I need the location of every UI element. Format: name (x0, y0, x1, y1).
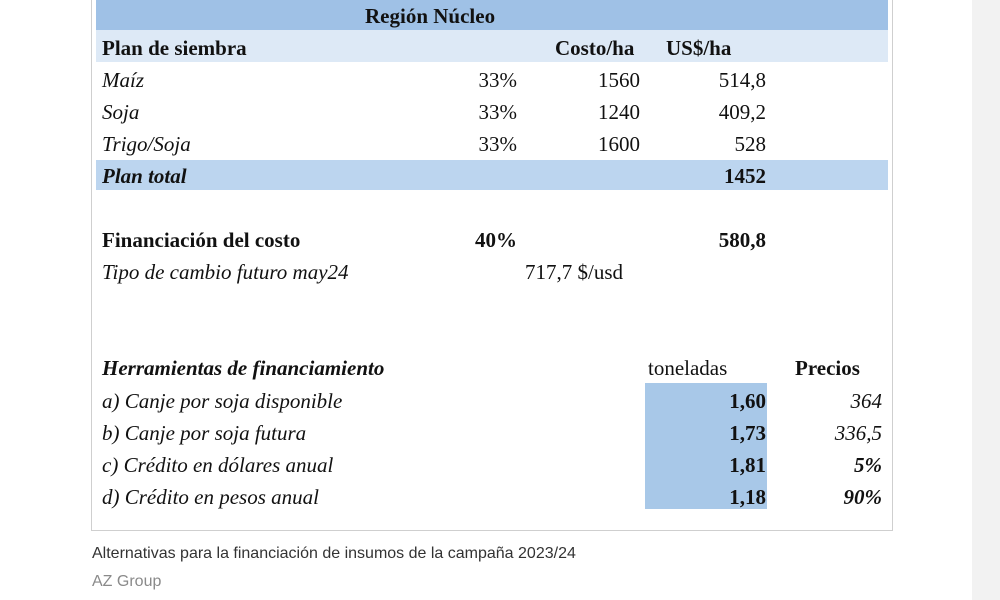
crop-cost: 1560 (598, 68, 640, 92)
tool-label: d) Crédito en pesos anual (102, 485, 319, 509)
crop-name: Trigo/Soja (102, 132, 191, 156)
crop-name: Soja (102, 100, 140, 124)
cost-header: Costo/ha (555, 36, 635, 60)
financing-value: 580,8 (718, 228, 766, 252)
region-title: Región Núcleo (365, 4, 496, 28)
crop-usd: 409,2 (718, 100, 766, 124)
tool-tons: 1,18 (729, 485, 766, 509)
tool-price: 336,5 (834, 421, 882, 445)
tons-header: toneladas (648, 356, 728, 380)
plan-total-label: Plan total (102, 164, 187, 188)
image-caption: Alternativas para la financiación de insumos de la campaña 2023/24 (92, 545, 576, 562)
plan-header: Plan de siembra (102, 36, 247, 60)
tool-label: b) Canje por soja futura (102, 421, 307, 445)
crop-cost: 1600 (598, 132, 640, 156)
tool-price: 90% (843, 485, 882, 509)
crop-usd: 528 (734, 132, 766, 156)
page-margin-left (0, 0, 28, 600)
exchange-rate-label: Tipo de cambio futuro may24 (102, 260, 349, 284)
usd-header: US$/ha (666, 36, 732, 60)
crop-share: 33% (478, 100, 517, 124)
tool-price: 364 (850, 389, 882, 413)
tool-tons: 1,73 (729, 421, 766, 445)
tools-title: Herramientas de financiamiento (102, 356, 385, 380)
financing-share: 40% (475, 228, 517, 252)
tool-price: 5% (854, 453, 882, 477)
crop-name: Maíz (102, 68, 144, 92)
prices-header: Precios (795, 356, 860, 380)
plan-total-value: 1452 (724, 164, 766, 188)
financing-table-image (91, 0, 893, 531)
crop-usd: 514,8 (718, 68, 766, 92)
financing-label: Financiación del costo (102, 228, 301, 252)
tool-label: c) Crédito en dólares anual (102, 453, 334, 477)
tool-tons: 1,60 (729, 389, 766, 413)
crop-share: 33% (478, 68, 517, 92)
plan-total-band (96, 160, 888, 190)
crop-cost: 1240 (598, 100, 640, 124)
tool-tons: 1,81 (729, 453, 766, 477)
exchange-rate-value: 717,7 $/usd (525, 260, 624, 284)
image-source: AZ Group (92, 573, 162, 590)
page-margin-right (972, 0, 1000, 600)
tool-label: a) Canje por soja disponible (102, 389, 343, 413)
crop-share: 33% (478, 132, 517, 156)
